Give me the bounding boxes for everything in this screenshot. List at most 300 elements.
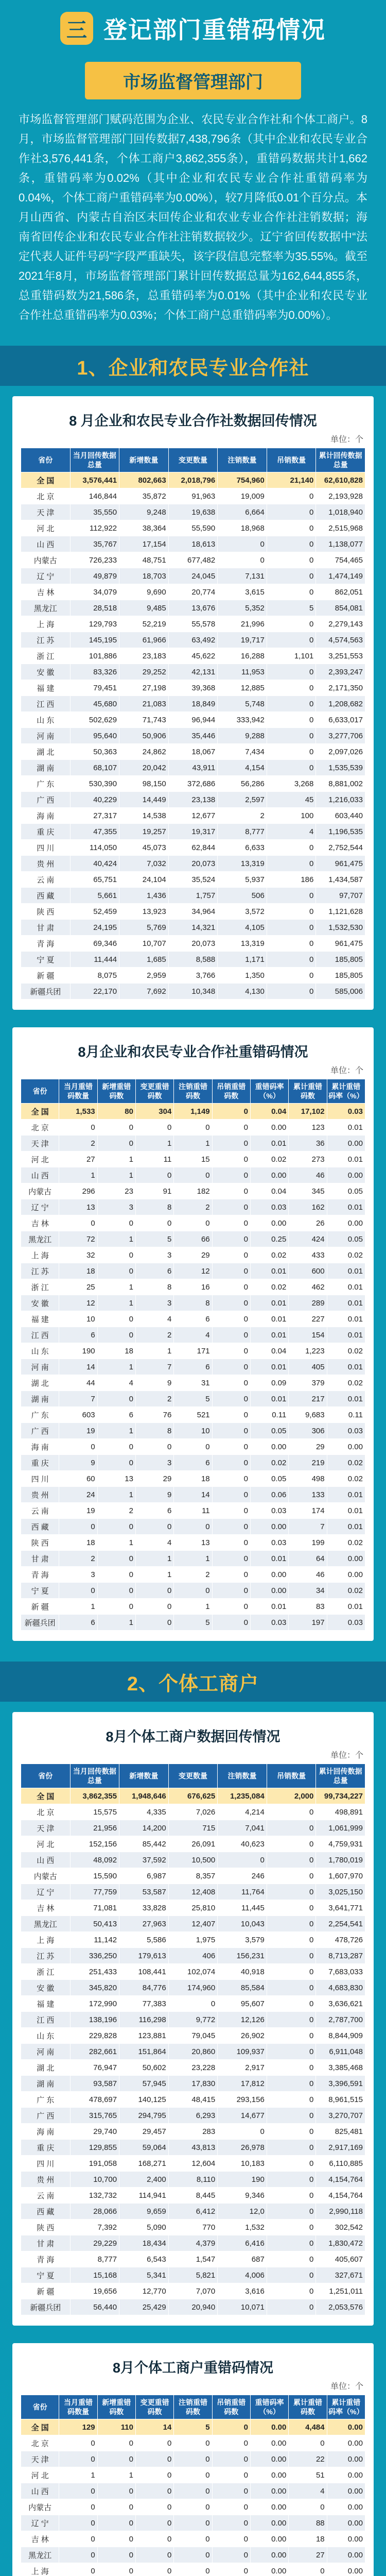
table-row xyxy=(21,1375,365,1391)
table-row xyxy=(21,904,365,920)
value-cell: 6,987 xyxy=(119,1868,169,1884)
column-header: 新增数量 xyxy=(119,1764,169,1788)
value-cell: 603 xyxy=(59,1407,97,1423)
value-cell: 0 xyxy=(212,2419,250,2435)
value-cell: 0 xyxy=(174,1120,212,1136)
value-cell: 0 xyxy=(267,520,316,536)
column-header: 新增数量 xyxy=(119,448,169,472)
value-cell: 0.00 xyxy=(250,1439,288,1455)
value-cell: 1 xyxy=(174,1551,212,1567)
value-cell: 0 xyxy=(267,952,316,968)
value-cell: 13 xyxy=(174,1535,212,1551)
value-cell: 251,433 xyxy=(70,1964,119,1980)
value-cell: 0.00 xyxy=(327,1136,365,1151)
value-cell: 0.02 xyxy=(327,1471,365,1487)
value-cell: 6,633 xyxy=(218,840,267,856)
value-cell: 0 xyxy=(174,2515,212,2531)
value-cell: 0 xyxy=(267,552,316,568)
value-cell: 0 xyxy=(97,1136,135,1151)
value-cell: 4,335 xyxy=(119,1804,169,1820)
province-cell: 江 西 xyxy=(21,2012,71,2028)
value-cell: 2 xyxy=(59,1551,97,1567)
table-row xyxy=(21,1535,365,1551)
value-cell: 132,732 xyxy=(70,2188,119,2204)
value-cell: 0 xyxy=(267,2076,316,2092)
province-cell: 浙 江 xyxy=(21,1964,71,1980)
table-row xyxy=(21,1503,365,1519)
value-cell: 0 xyxy=(212,1535,250,1551)
value-cell: 0.00 xyxy=(327,2531,365,2547)
value-cell: 9,248 xyxy=(119,504,169,520)
value-cell: 0.01 xyxy=(327,1295,365,1311)
province-cell: 山 东 xyxy=(21,712,71,728)
value-cell: 93,587 xyxy=(70,2076,119,2092)
value-cell: 182 xyxy=(174,1183,212,1199)
value-cell: 76,947 xyxy=(70,2060,119,2076)
value-cell: 12,0 xyxy=(218,2204,267,2219)
value-cell: 3,615 xyxy=(218,584,267,600)
value-cell: 0 xyxy=(174,2467,212,2483)
table-row xyxy=(21,824,365,840)
table-row xyxy=(21,568,365,584)
value-cell: 45,622 xyxy=(168,648,218,664)
value-cell: 0.01 xyxy=(250,1311,288,1327)
value-cell: 0 xyxy=(212,1183,250,1199)
value-cell: 0 xyxy=(135,2451,173,2467)
value-cell: 0 xyxy=(174,1439,212,1455)
value-cell: 8,075 xyxy=(70,968,119,984)
value-cell: 6,633,017 xyxy=(316,712,365,728)
table-row xyxy=(21,2044,365,2060)
value-cell: 168,271 xyxy=(119,2156,169,2172)
province-cell: 内蒙古 xyxy=(21,1868,71,1884)
column-header: 当月重错码数量 xyxy=(59,2395,97,2419)
value-cell: 0.01 xyxy=(250,1391,288,1407)
value-cell: 0 xyxy=(267,936,316,952)
value-cell: 754,465 xyxy=(316,552,365,568)
value-cell: 14,538 xyxy=(119,808,169,824)
value-cell: 406 xyxy=(168,1948,218,1964)
value-cell: 0 xyxy=(135,1615,173,1631)
value-cell: 97,707 xyxy=(316,888,365,904)
column-header: 累计重错码率（%） xyxy=(327,1079,365,1104)
value-cell: 802,663 xyxy=(119,472,169,488)
value-cell: 3,025,150 xyxy=(316,1884,365,1900)
column-header: 当月回传数据总量 xyxy=(70,448,119,472)
table-row xyxy=(21,2012,365,2028)
province-cell: 青 海 xyxy=(21,2251,71,2267)
table-title: 8月个体工商户数据回传情况 xyxy=(106,1729,280,1744)
value-cell: 498 xyxy=(289,1471,327,1487)
value-cell: 20,940 xyxy=(168,2299,218,2315)
value-cell: 0 xyxy=(218,2124,267,2140)
table-title: 8月企业和农民专业合作社重错码情况 xyxy=(78,1044,308,1060)
value-cell: 7 xyxy=(289,1519,327,1535)
value-cell: 0 xyxy=(135,2467,173,2483)
value-cell: 289 xyxy=(289,1295,327,1311)
table-row xyxy=(21,2467,365,2483)
value-cell: 0.00 xyxy=(250,2467,288,2483)
value-cell: 0.00 xyxy=(327,1551,365,1567)
value-cell: 16,288 xyxy=(218,648,267,664)
table-row xyxy=(21,1359,365,1375)
value-cell: 0.00 xyxy=(250,1583,288,1599)
value-cell: 0.00 xyxy=(250,2435,288,2451)
value-cell: 0.05 xyxy=(250,1471,288,1487)
province-cell: 湖 南 xyxy=(21,2076,71,2092)
table-row xyxy=(21,2172,365,2188)
value-cell: 0 xyxy=(97,1567,135,1583)
value-cell: 0.03 xyxy=(327,1615,365,1631)
value-cell: 8,777 xyxy=(218,824,267,840)
value-cell: 29,252 xyxy=(119,664,169,680)
value-cell: 0 xyxy=(97,1263,135,1279)
value-cell: 0 xyxy=(267,1916,316,1932)
table-header-row xyxy=(21,1764,365,1788)
value-cell: 19,656 xyxy=(70,2283,119,2299)
province-cell: 山 东 xyxy=(21,2028,71,2044)
value-cell: 11,445 xyxy=(218,1900,267,1916)
province-cell: 辽 宁 xyxy=(21,2515,59,2531)
value-cell: 0 xyxy=(267,1948,316,1964)
table-row xyxy=(21,2563,365,2576)
province-cell: 山 西 xyxy=(21,2483,59,2499)
value-cell: 8,110 xyxy=(168,2172,218,2188)
value-cell: 59,064 xyxy=(119,2140,169,2156)
value-cell: 0.00 xyxy=(327,2435,365,2451)
value-cell: 0 xyxy=(174,1167,212,1183)
value-cell: 0.00 xyxy=(327,1567,365,1583)
value-cell: 21,956 xyxy=(70,1820,119,1836)
value-cell: 129 xyxy=(59,2419,97,2435)
table-row xyxy=(21,2092,365,2108)
column-header: 累计重错码数 xyxy=(289,1079,327,1104)
value-cell: 0.01 xyxy=(250,1136,288,1151)
value-cell: 25,429 xyxy=(119,2299,169,2315)
value-cell: 0.00 xyxy=(250,1215,288,1231)
table-row xyxy=(21,696,365,712)
value-cell: 0.00 xyxy=(327,1215,365,1231)
table-row xyxy=(21,1471,365,1487)
value-cell: 0.01 xyxy=(250,1359,288,1375)
value-cell: 0 xyxy=(267,1820,316,1836)
value-cell: 25 xyxy=(59,1279,97,1295)
value-cell: 114,050 xyxy=(70,840,119,856)
value-cell: 0 xyxy=(267,984,316,999)
table-row xyxy=(21,2060,365,2076)
province-cell: 新 疆 xyxy=(21,2283,71,2299)
value-cell: 273 xyxy=(289,1151,327,1167)
value-cell: 0 xyxy=(97,1215,135,1231)
value-cell: 110 xyxy=(97,2419,135,2435)
value-cell: 0 xyxy=(267,2267,316,2283)
value-cell: 39,368 xyxy=(168,680,218,696)
province-cell: 广 东 xyxy=(21,1407,59,1423)
table-row xyxy=(21,552,365,568)
value-cell: 0 xyxy=(212,1615,250,1631)
value-cell: 91 xyxy=(135,1183,173,1199)
value-cell: 56,440 xyxy=(70,2299,119,2315)
province-cell: 贵 州 xyxy=(21,856,71,872)
value-cell: 462 xyxy=(289,1279,327,1295)
value-cell: 754,960 xyxy=(218,472,267,488)
value-cell: 0 xyxy=(97,2435,135,2451)
value-cell: 0 xyxy=(59,1215,97,1231)
value-cell: 24,195 xyxy=(70,920,119,936)
value-cell: 1,757 xyxy=(168,888,218,904)
value-cell: 0 xyxy=(218,536,267,552)
value-cell: 21,140 xyxy=(267,472,316,488)
value-cell: 4,484 xyxy=(289,2419,327,2435)
value-cell: 50,413 xyxy=(70,1916,119,1932)
value-cell: 4 xyxy=(267,824,316,840)
value-cell: 35,550 xyxy=(70,504,119,520)
value-cell: 294,795 xyxy=(119,2108,169,2124)
value-cell: 2,171,350 xyxy=(316,680,365,696)
value-cell: 0 xyxy=(267,2283,316,2299)
province-cell: 辽 宁 xyxy=(21,568,71,584)
value-cell: 20,073 xyxy=(168,936,218,952)
value-cell: 1 xyxy=(97,1423,135,1439)
column-header: 累计重错码率（%） xyxy=(327,2395,365,2419)
province-cell: 湖 南 xyxy=(21,1391,59,1407)
value-cell: 0 xyxy=(212,1215,250,1231)
value-cell: 2 xyxy=(174,1567,212,1583)
value-cell: 0 xyxy=(267,856,316,872)
value-cell: 0 xyxy=(135,1120,173,1136)
value-cell: 5,661 xyxy=(70,888,119,904)
value-cell: 0 xyxy=(267,728,316,744)
value-cell: 1 xyxy=(135,1136,173,1151)
province-cell: 宁 夏 xyxy=(21,1583,59,1599)
value-cell: 19,257 xyxy=(119,824,169,840)
value-cell: 0 xyxy=(267,504,316,520)
value-cell: 0 xyxy=(97,1599,135,1615)
table-row xyxy=(21,968,365,984)
value-cell: 6 xyxy=(97,1407,135,1423)
value-cell: 229,828 xyxy=(70,2028,119,2044)
value-cell: 77,759 xyxy=(70,1884,119,1900)
province-cell: 陕 西 xyxy=(21,1535,59,1551)
value-cell: 0 xyxy=(289,2499,327,2515)
province-cell: 广 东 xyxy=(21,776,71,792)
province-cell: 贵 州 xyxy=(21,2172,71,2188)
value-cell: 52,219 xyxy=(119,616,169,632)
province-cell: 安 徽 xyxy=(21,1980,71,1996)
value-cell: 4,154,764 xyxy=(316,2188,365,2204)
province-cell: 西 藏 xyxy=(21,888,71,904)
section-number-badge: 三 xyxy=(60,12,93,45)
value-cell: 19 xyxy=(59,1503,97,1519)
value-cell: 1,350 xyxy=(218,968,267,984)
value-cell: 0.01 xyxy=(327,1311,365,1327)
value-cell: 1 xyxy=(59,1167,97,1183)
value-cell: 2,752,544 xyxy=(316,840,365,856)
value-cell: 0 xyxy=(212,2451,250,2467)
value-cell: 5,821 xyxy=(168,2267,218,2283)
value-cell: 12,677 xyxy=(168,808,218,824)
table-row xyxy=(21,1868,365,1884)
province-cell: 广 西 xyxy=(21,792,71,808)
value-cell: 13 xyxy=(97,1471,135,1487)
value-cell: 8 xyxy=(174,1295,212,1311)
value-cell: 49,879 xyxy=(70,568,119,584)
value-cell: 66 xyxy=(174,1231,212,1247)
value-cell: 0.01 xyxy=(327,1279,365,1295)
value-cell: 0.00 xyxy=(327,2563,365,2576)
value-cell: 20,860 xyxy=(168,2044,218,2060)
value-cell: 156,231 xyxy=(218,1948,267,1964)
value-cell: 53,587 xyxy=(119,1884,169,1900)
value-cell: 96,944 xyxy=(168,712,218,728)
value-cell: 0 xyxy=(267,664,316,680)
province-cell: 陕 西 xyxy=(21,2219,71,2235)
table-row xyxy=(21,520,365,536)
column-header: 累计重错码数 xyxy=(289,2395,327,2419)
value-cell: 0 xyxy=(59,1583,97,1599)
value-cell: 0.06 xyxy=(250,1487,288,1503)
value-cell: 4,574,563 xyxy=(316,632,365,648)
value-cell: 7,032 xyxy=(119,856,169,872)
value-cell: 0 xyxy=(135,1215,173,1231)
value-cell: 15,575 xyxy=(70,1804,119,1820)
value-cell: 34,079 xyxy=(70,584,119,600)
value-cell: 61,966 xyxy=(119,632,169,648)
value-cell: 4,130 xyxy=(218,984,267,999)
value-cell: 12,885 xyxy=(218,680,267,696)
value-cell: 0 xyxy=(289,2563,327,2576)
value-cell: 0 xyxy=(212,2547,250,2563)
department-label: 市场监督管理部门 xyxy=(85,62,301,99)
value-cell: 34 xyxy=(289,1583,327,1599)
province-cell: 河 北 xyxy=(21,520,71,536)
value-cell: 0.00 xyxy=(250,2419,288,2435)
column-header: 吊销数量 xyxy=(267,448,316,472)
value-cell: 0 xyxy=(267,1964,316,1980)
column-header: 省份 xyxy=(21,1079,59,1104)
value-cell: 17,102 xyxy=(289,1104,327,1120)
table-card-individual-duplicates xyxy=(12,2343,374,2576)
table-row xyxy=(21,2108,365,2124)
value-cell: 0 xyxy=(212,1295,250,1311)
province-cell: 广 西 xyxy=(21,1423,59,1439)
value-cell: 2,787,700 xyxy=(316,2012,365,2028)
value-cell: 1,216,033 xyxy=(316,792,365,808)
value-cell: 1,547 xyxy=(168,2251,218,2267)
value-cell: 0.04 xyxy=(250,1183,288,1199)
value-cell: 0 xyxy=(212,1391,250,1407)
value-cell: 0.11 xyxy=(250,1407,288,1423)
value-cell: 11,764 xyxy=(218,1884,267,1900)
value-cell: 1 xyxy=(59,1599,97,1615)
value-cell: 0.02 xyxy=(250,1151,288,1167)
value-cell: 1,948,646 xyxy=(119,1788,169,1804)
table-row xyxy=(21,2140,365,2156)
value-cell: 108,441 xyxy=(119,1964,169,1980)
value-cell: 7,026 xyxy=(168,1804,218,1820)
value-cell: 35,767 xyxy=(70,536,119,552)
value-cell: 1 xyxy=(97,1535,135,1551)
value-cell: 79,045 xyxy=(168,2028,218,2044)
value-cell: 172,990 xyxy=(70,1996,119,2012)
value-cell: 345 xyxy=(289,1183,327,1199)
value-cell: 14,677 xyxy=(218,2108,267,2124)
value-cell: 13,923 xyxy=(119,904,169,920)
value-cell: 327,671 xyxy=(316,2267,365,2283)
value-cell: 0.00 xyxy=(250,1567,288,1583)
table-row xyxy=(21,1279,365,1295)
value-cell: 0.00 xyxy=(250,2563,288,2576)
value-cell: 112,922 xyxy=(70,520,119,536)
value-cell: 6 xyxy=(59,1327,97,1343)
province-cell: 河 南 xyxy=(21,1359,59,1375)
value-cell: 0.00 xyxy=(327,1167,365,1183)
province-cell: 黑龙江 xyxy=(21,600,71,616)
value-cell: 1 xyxy=(174,1136,212,1151)
value-cell: 0 xyxy=(135,2547,173,2563)
province-cell: 上 海 xyxy=(21,616,71,632)
province-cell: 青 海 xyxy=(21,1567,59,1583)
value-cell: 0.03 xyxy=(327,1104,365,1120)
value-cell: 1,975 xyxy=(168,1932,218,1948)
value-cell: 0.00 xyxy=(327,1439,365,1455)
table-card-individual-data xyxy=(12,1712,374,2326)
province-cell: 安 徽 xyxy=(21,1295,59,1311)
province-cell: 四 川 xyxy=(21,840,71,856)
value-cell: 2,515,968 xyxy=(316,520,365,536)
value-cell: 2 xyxy=(135,1327,173,1343)
value-cell: 5 xyxy=(174,1615,212,1631)
value-cell: 26,091 xyxy=(168,1836,218,1852)
value-cell: 3 xyxy=(135,1455,173,1471)
value-cell: 0.00 xyxy=(250,1519,288,1535)
column-header: 当月重错码数量 xyxy=(59,1079,97,1104)
value-cell: 405 xyxy=(289,1359,327,1375)
value-cell: 530,390 xyxy=(70,776,119,792)
value-cell: 64 xyxy=(289,1551,327,1567)
column-header: 新增重错码数 xyxy=(97,1079,135,1104)
value-cell: 26,978 xyxy=(218,2140,267,2156)
value-cell: 1 xyxy=(97,1279,135,1295)
value-cell: 0.25 xyxy=(250,1231,288,1247)
value-cell: 14,321 xyxy=(168,920,218,936)
province-cell: 重 庆 xyxy=(21,824,71,840)
value-cell: 0 xyxy=(267,1932,316,1948)
province-cell: 江 苏 xyxy=(21,632,71,648)
value-cell: 18,613 xyxy=(168,536,218,552)
value-cell: 0 xyxy=(97,1247,135,1263)
province-cell: 上 海 xyxy=(21,2563,59,2576)
value-cell: 8,777 xyxy=(70,2251,119,2267)
value-cell: 296 xyxy=(59,1183,97,1199)
value-cell: 0 xyxy=(267,2299,316,2315)
value-cell: 1,533 xyxy=(59,1104,97,1120)
value-cell: 315,765 xyxy=(70,2108,119,2124)
value-cell: 379 xyxy=(289,1375,327,1391)
value-cell: 23 xyxy=(97,1183,135,1199)
value-cell: 38,364 xyxy=(119,520,169,536)
column-header: 变更重错码数 xyxy=(135,1079,173,1104)
value-cell: 0 xyxy=(59,2531,97,2547)
value-cell: 13,319 xyxy=(218,936,267,952)
value-cell: 0.00 xyxy=(250,1120,288,1136)
value-cell: 1 xyxy=(97,2467,135,2483)
value-cell: 0 xyxy=(212,1519,250,1535)
value-cell: 0.00 xyxy=(327,2451,365,2467)
value-cell: 24,104 xyxy=(119,872,169,888)
value-cell: 0 xyxy=(267,888,316,904)
value-cell: 2,597 xyxy=(218,792,267,808)
